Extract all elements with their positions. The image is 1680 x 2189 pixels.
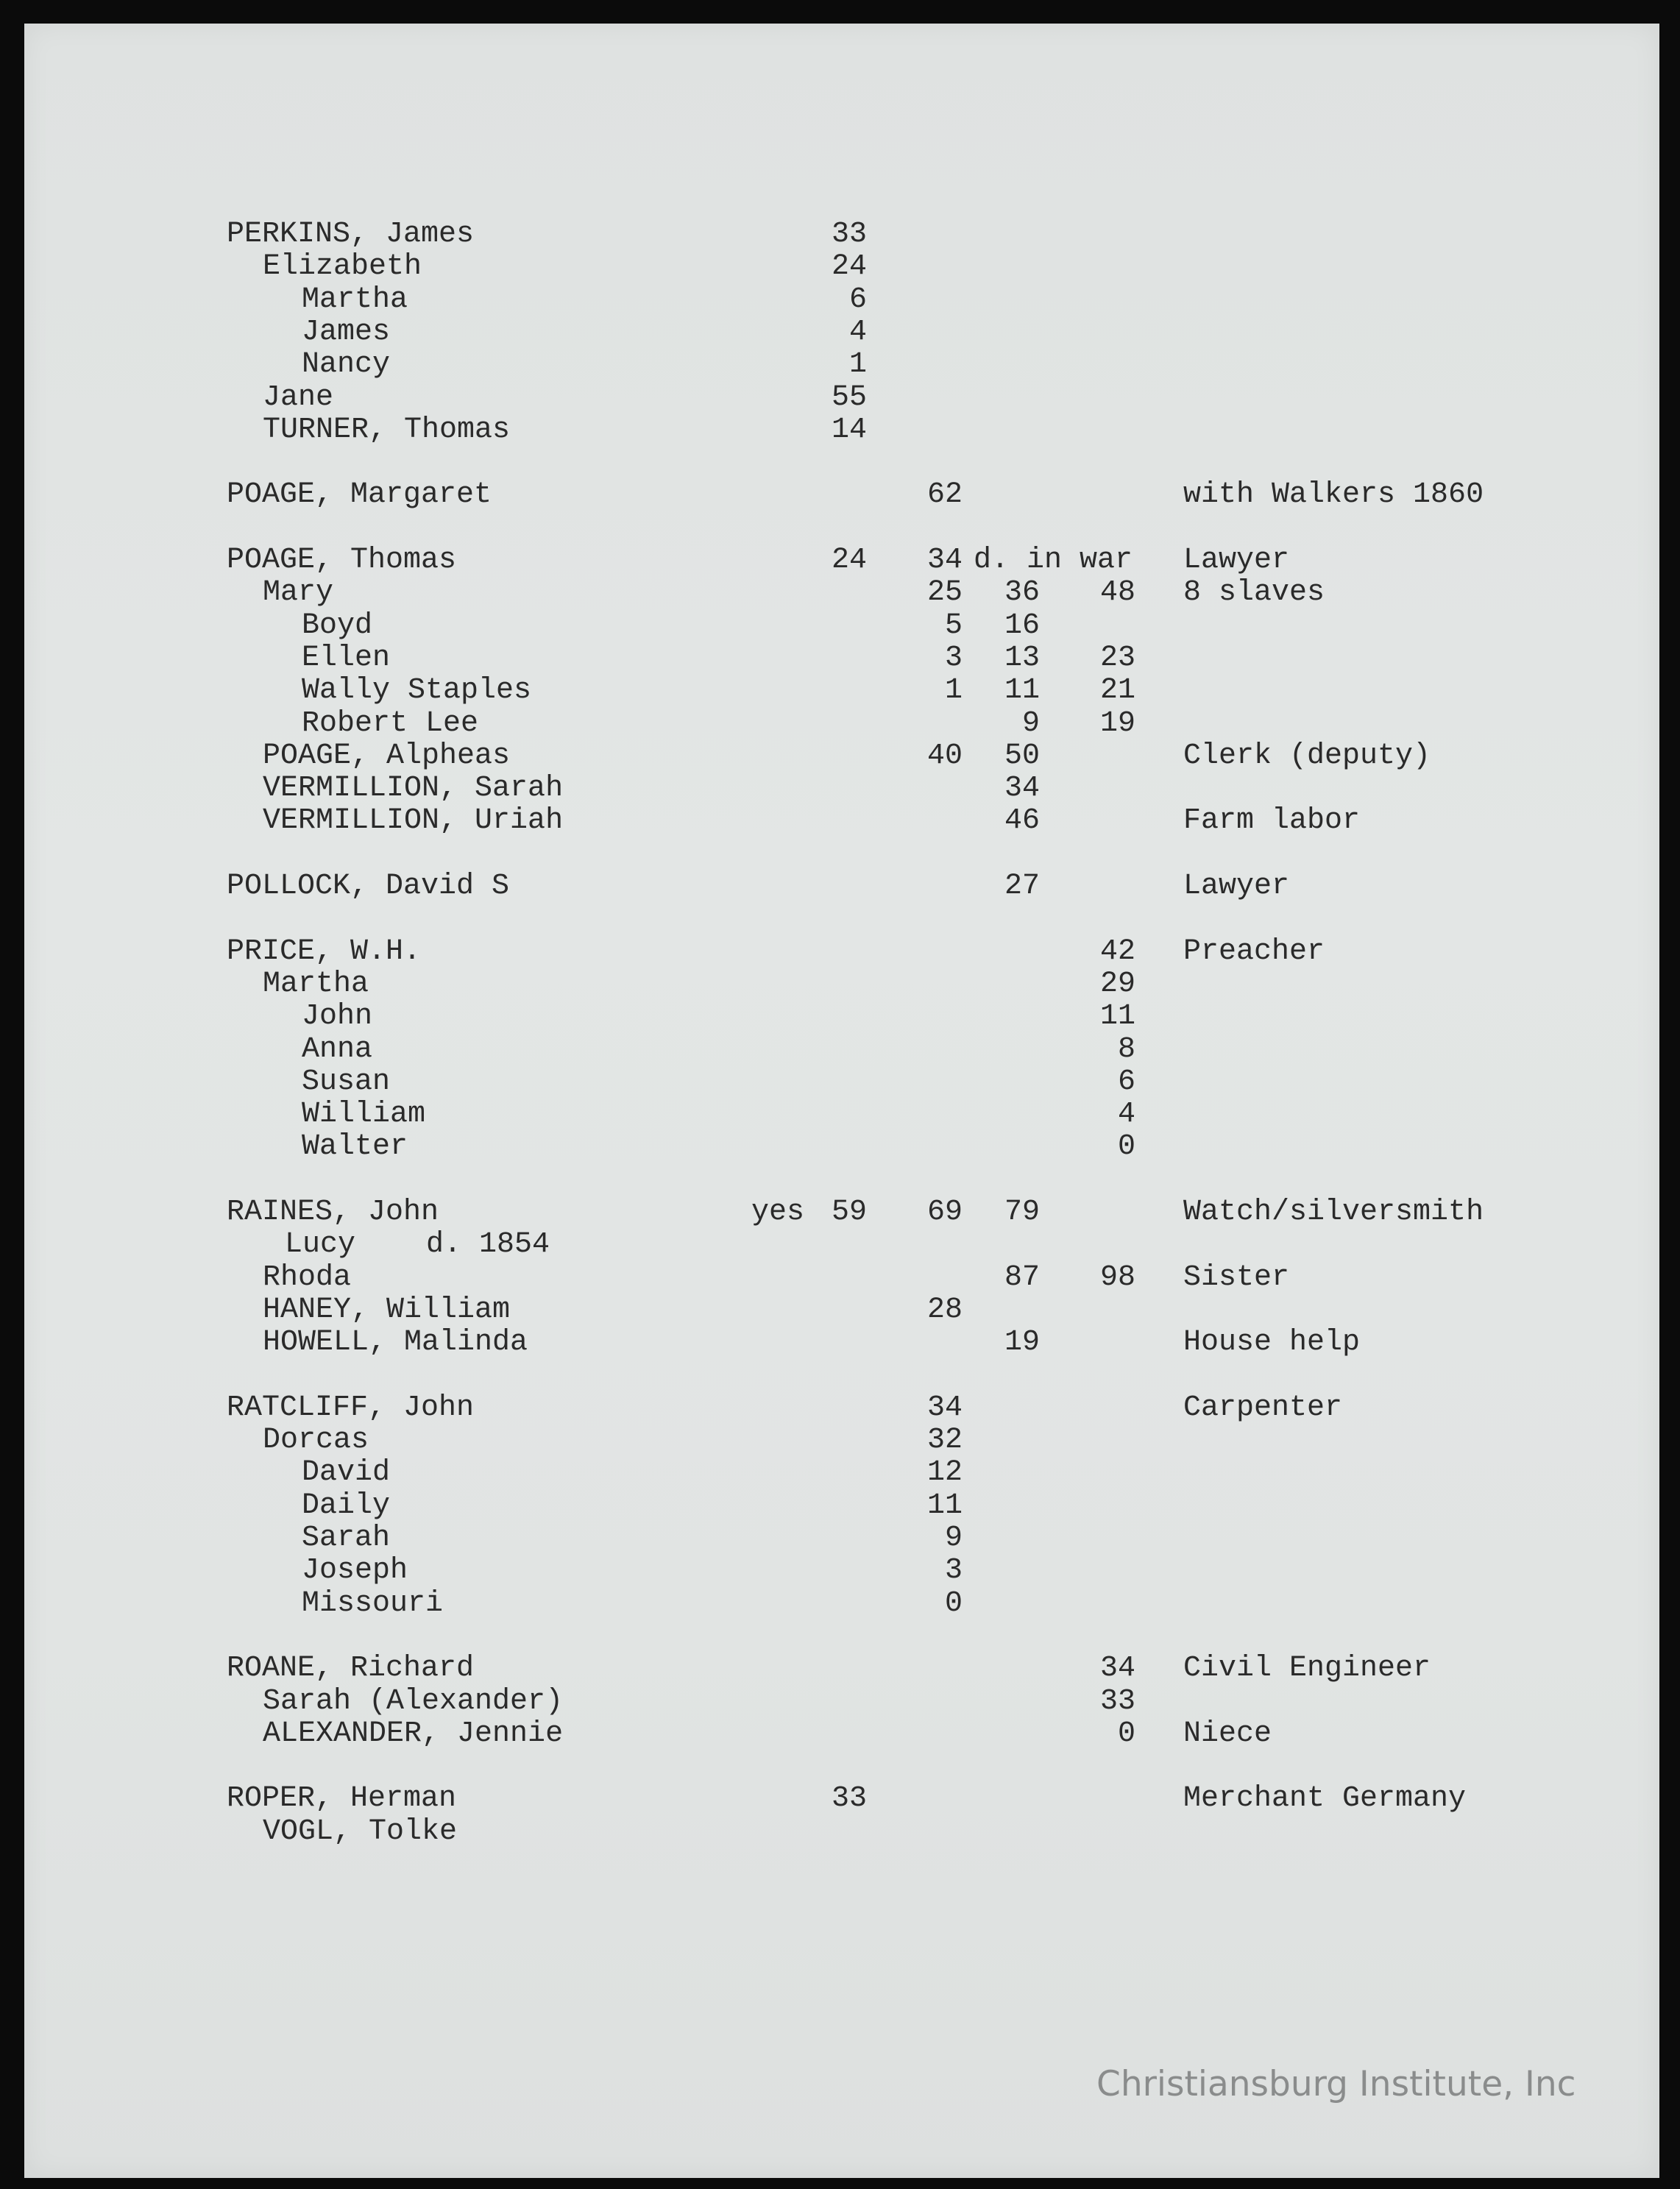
person-name: POAGE, Alpheas [263, 739, 511, 773]
occupation-note: Carpenter [1183, 1391, 1343, 1425]
census-row [24, 479, 1659, 511]
age-col-2: 3 [944, 1554, 963, 1588]
person-name: ALEXANDER, Jennie [263, 1717, 564, 1750]
age-col-3: 11 [1004, 674, 1040, 708]
person-name: POAGE, Margaret [227, 478, 492, 512]
census-row [24, 1196, 1659, 1229]
age-col-2: 62 [926, 478, 963, 512]
occupation-note: Watch/silversmith [1183, 1196, 1484, 1229]
person-name: James [302, 315, 391, 349]
age-col-4: 19 [1099, 706, 1135, 740]
person-name: Missouri [302, 1586, 444, 1620]
age-col-4: 21 [1099, 674, 1135, 708]
census-row [24, 1034, 1659, 1066]
age-col-4: 33 [1099, 1684, 1135, 1718]
census-row [24, 1229, 1659, 1261]
person-name: TURNER, Thomas [263, 413, 511, 447]
age-col-2: 34 [926, 544, 963, 577]
census-row [24, 1262, 1659, 1294]
age-col-1: 59 [831, 1196, 867, 1229]
census-row [24, 610, 1659, 642]
person-name: Wally Staples [302, 674, 532, 708]
age-col-1: 6 [848, 283, 867, 316]
flag-value: yes [751, 1196, 804, 1229]
age-col-4: 98 [1099, 1260, 1135, 1294]
census-row [24, 1294, 1659, 1327]
watermark: Christiansburg Institute, Inc [1096, 2064, 1576, 2104]
age-col-1: 24 [831, 250, 867, 284]
census-row [24, 1490, 1659, 1522]
person-name: Boyd [302, 609, 373, 642]
census-row [24, 577, 1659, 609]
person-name: POAGE, Thomas [227, 544, 457, 577]
age-col-4: 0 [1117, 1717, 1135, 1750]
census-row [24, 1555, 1659, 1587]
age-col-2: 1 [944, 674, 963, 708]
age-col-2: 34 [926, 1391, 963, 1425]
census-row [24, 968, 1659, 1001]
person-name: Daily [302, 1489, 391, 1522]
occupation-note: Sister [1183, 1260, 1290, 1294]
census-row [24, 642, 1659, 675]
age-col-4: 34 [1099, 1652, 1135, 1686]
occupation-note: Clerk (deputy) [1183, 739, 1431, 773]
age-col-2: 9 [944, 1522, 963, 1555]
person-name: RAINES, John [227, 1196, 439, 1229]
age-col-2: 0 [944, 1586, 963, 1620]
occupation-note: Civil Engineer [1183, 1652, 1431, 1686]
occupation-note: Preacher [1183, 934, 1325, 968]
person-name: John [302, 1000, 373, 1034]
age-col-3: 9 [1021, 706, 1040, 740]
age-col-1: 24 [831, 544, 867, 577]
person-name: Rhoda [263, 1260, 352, 1294]
census-row [24, 284, 1659, 316]
age-col-4: 0 [1117, 1130, 1135, 1164]
census-row [24, 1425, 1659, 1457]
age-col-4: 11 [1099, 1000, 1135, 1034]
age-col-3: 19 [1004, 1326, 1040, 1360]
person-name: Joseph [302, 1554, 408, 1588]
census-row [24, 1686, 1659, 1718]
age-col-4: 42 [1099, 934, 1135, 968]
age-col-2: 5 [944, 609, 963, 642]
age-col-1: 33 [831, 218, 867, 251]
census-row [24, 1001, 1659, 1033]
age-col-4: 23 [1099, 641, 1135, 675]
person-name: Martha [263, 967, 369, 1001]
age-col-2: 40 [926, 739, 963, 773]
census-row [24, 544, 1659, 577]
age-col-4: 4 [1117, 1098, 1135, 1132]
document-page [24, 24, 1659, 2178]
person-name: Elizabeth [263, 250, 422, 284]
person-name: ROANE, Richard [227, 1652, 475, 1686]
occupation-note: 8 slaves [1183, 576, 1325, 610]
person-name: ROPER, Herman [227, 1782, 457, 1816]
age-col-1: 33 [831, 1782, 867, 1816]
occupation-note: Niece [1183, 1717, 1272, 1750]
person-name: Nancy [302, 348, 391, 382]
census-row [24, 773, 1659, 805]
age-col-2: 28 [926, 1293, 963, 1327]
census-row [24, 1816, 1659, 1848]
person-name: Ellen [302, 641, 391, 675]
age-col-1: 55 [831, 380, 867, 414]
age-col-3: 34 [1004, 772, 1040, 806]
census-row [24, 251, 1659, 283]
occupation-note: Merchant Germany [1183, 1782, 1467, 1816]
person-name: RATCLIFF, John [227, 1391, 475, 1425]
person-name: POLLOCK, David S [227, 870, 510, 903]
occupation-note: with Walkers 1860 [1183, 478, 1484, 512]
census-row [24, 1066, 1659, 1099]
census-row [24, 805, 1659, 837]
occupation-note: Lawyer [1183, 544, 1290, 577]
age-col-1: 1 [848, 348, 867, 382]
census-row [24, 1783, 1659, 1815]
census-row [24, 740, 1659, 773]
person-name: William [302, 1098, 426, 1132]
age-col-2: 25 [926, 576, 963, 610]
census-row [24, 1588, 1659, 1620]
age-col-1: 14 [831, 413, 867, 447]
person-name: Lucy d. 1854 [285, 1228, 550, 1262]
person-name: VERMILLION, Uriah [263, 804, 564, 838]
census-row [24, 1522, 1659, 1555]
age-col-2: 11 [926, 1489, 963, 1522]
age-col-4: 29 [1099, 967, 1135, 1001]
census-row [24, 1131, 1659, 1163]
person-name: Walter [302, 1130, 408, 1164]
occupation-note: Lawyer [1183, 870, 1290, 903]
age-col-2: 32 [926, 1424, 963, 1458]
census-row [24, 219, 1659, 251]
age-col-3: 36 [1004, 576, 1040, 610]
person-name: Jane [263, 380, 334, 414]
census-row [24, 1392, 1659, 1425]
census-row [24, 675, 1659, 707]
age-col-3: 87 [1004, 1260, 1040, 1294]
person-name: HANEY, William [263, 1293, 511, 1327]
census-row [24, 708, 1659, 740]
age-col-4: 48 [1099, 576, 1135, 610]
occupation-note: Farm labor [1183, 804, 1361, 838]
person-name: Dorcas [263, 1424, 369, 1458]
person-name: Martha [302, 283, 408, 316]
census-row [24, 316, 1659, 349]
person-name: VOGL, Tolke [263, 1814, 458, 1848]
age-col-3: 16 [1004, 609, 1040, 642]
age-col-3: 79 [1004, 1196, 1040, 1229]
person-name: Sarah [302, 1522, 391, 1555]
age-col-3: 50 [1004, 739, 1040, 773]
age-col-4: 6 [1117, 1065, 1135, 1099]
person-name: HOWELL, Malinda [263, 1326, 528, 1360]
census-row [24, 870, 1659, 903]
age-col-3: 13 [1004, 641, 1040, 675]
age-col-1: 4 [848, 315, 867, 349]
census-row [24, 349, 1659, 381]
person-name: VERMILLION, Sarah [263, 772, 564, 806]
person-name: PRICE, W.H. [227, 934, 422, 968]
age-col-2: 3 [944, 641, 963, 675]
census-row [24, 414, 1659, 447]
occupation-note: House help [1183, 1326, 1361, 1360]
census-row [24, 936, 1659, 968]
person-name: Robert Lee [302, 706, 479, 740]
census-row [24, 1327, 1659, 1359]
age-col-2: 12 [926, 1456, 963, 1490]
age-col-2: 69 [926, 1196, 963, 1229]
person-name: Mary [263, 576, 334, 610]
census-row [24, 1099, 1659, 1131]
census-row [24, 382, 1659, 414]
census-row [24, 1653, 1659, 1685]
census-row [24, 1457, 1659, 1489]
remark: d. in war [974, 544, 1133, 577]
person-name: Anna [302, 1032, 373, 1066]
person-name: David [302, 1456, 391, 1490]
person-name: PERKINS, James [227, 218, 475, 251]
age-col-3: 46 [1004, 804, 1040, 838]
person-name: Susan [302, 1065, 391, 1099]
census-row [24, 1718, 1659, 1750]
age-col-4: 8 [1117, 1032, 1135, 1066]
age-col-3: 27 [1004, 870, 1040, 903]
person-name: Sarah (Alexander) [263, 1684, 564, 1718]
